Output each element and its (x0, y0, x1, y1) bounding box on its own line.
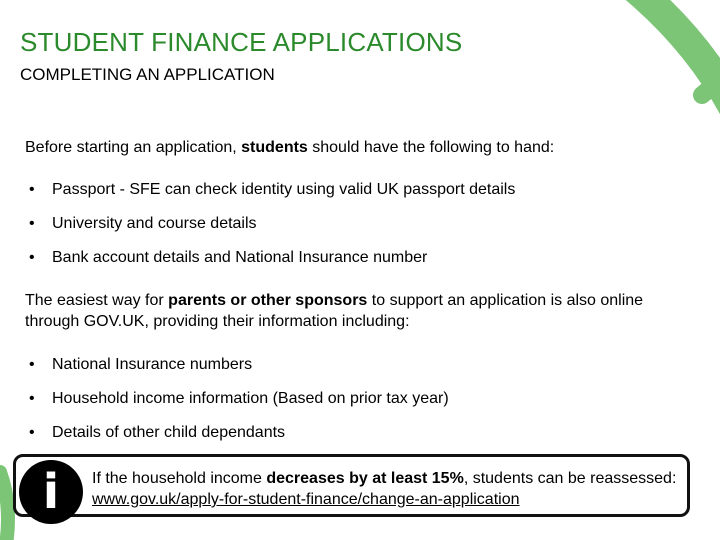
students-checklist (25, 180, 515, 282)
list-item: • Household income information (Based on prior tax year) (25, 389, 449, 423)
info-text: If the household income decreases by at least 15%, students can be reassessed: www.gov.uk/apply-for-student-finance/change-an-application (92, 470, 677, 508)
sponsors-intro: The easiest way for parents or other sponsors to support an application is also online through GOV.UK, providing their information including: (25, 292, 644, 330)
page-title: STUDENT FINANCE APPLICATIONS (20, 27, 463, 57)
list-item: • Bank account details and National Insurance number (25, 248, 515, 282)
info-icon: i (19, 460, 83, 524)
sponsors-checklist (25, 355, 449, 457)
change-application-link[interactable]: www.gov.uk/apply-for-student-finance/change-an-application (92, 491, 520, 508)
reassessment-info-box (13, 454, 690, 520)
list-item: • National Insurance numbers (25, 355, 449, 389)
list-item: • University and course details (25, 214, 515, 248)
list-item: • Passport - SFE can check identity using valid UK passport details (25, 180, 515, 214)
students-intro: Before starting an application, students should have the following to hand: (25, 139, 555, 156)
list-item: • Details of other child dependants (25, 423, 449, 457)
page-subtitle: COMPLETING AN APPLICATION (20, 65, 275, 84)
